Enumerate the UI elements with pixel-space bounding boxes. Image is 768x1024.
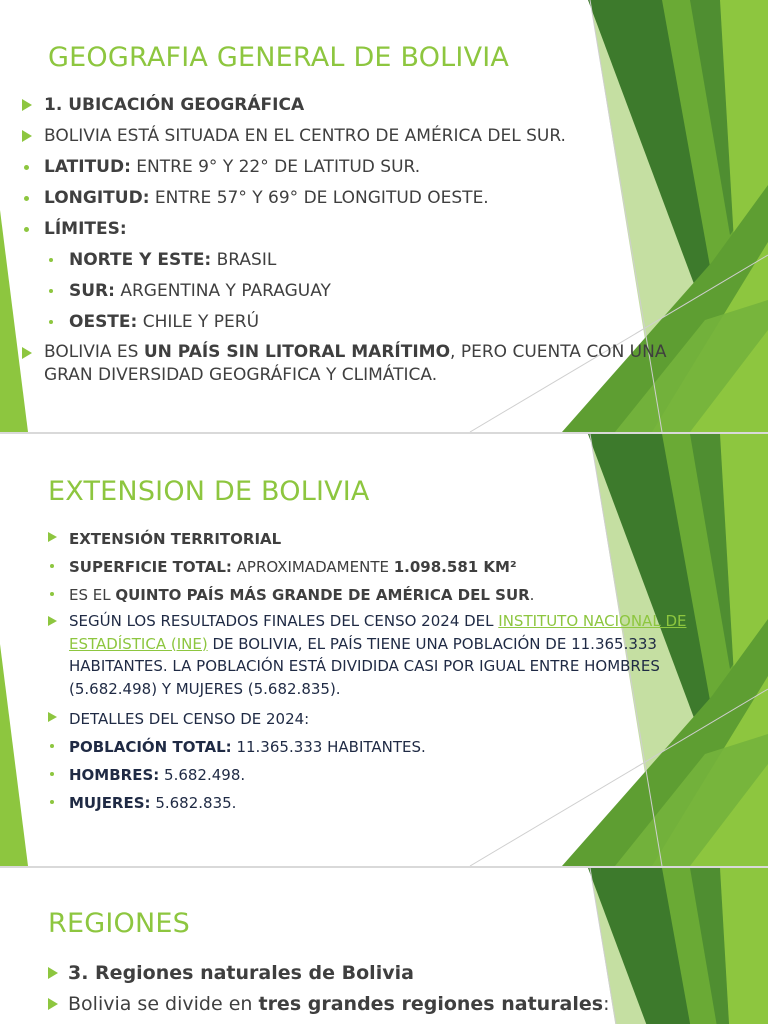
triangle-bullet-icon [48, 998, 58, 1010]
list-item: HOMBRES: 5.682.498. [48, 762, 749, 790]
dot-bullet-icon [50, 592, 54, 596]
triangle-bullet-icon [22, 347, 32, 359]
slide-3-list [48, 960, 610, 1022]
triangle-bullet-icon [48, 712, 57, 722]
ine-link[interactable]: INSTITUTO NACIONAL DE ESTADÍSTICA (INE) [69, 612, 687, 653]
dot-bullet-icon [49, 258, 53, 262]
list-item: LONGITUD: ENTRE 57° Y 69° DE LONGITUD OESTE. [22, 186, 714, 217]
dot-bullet-icon [24, 165, 29, 170]
list-item: ES EL QUINTO PAÍS MÁS GRANDE DE AMÉRICA DEL SUR. [48, 582, 749, 610]
list-item: NORTE Y ESTE: BRASIL [47, 248, 714, 279]
dot-bullet-icon [50, 772, 54, 776]
list-item: SEGÚN LOS RESULTADOS FINALES DEL CENSO 2024 DEL INSTITUTO NACIONAL DE ESTADÍSTICA (INE) DE BOLIVIA, EL PAÍS TIENE UNA POBLACIÓN DE 11.365.333 HABITANTES. LA POBLACIÓN ESTÁ DIVIDIDA CASI POR IGUAL ENTRE HOMBRES (5.682.498) Y MUJERES (5.682.835). [48, 610, 749, 700]
list-item: DETALLES DEL CENSO DE 2024: [48, 706, 749, 734]
list-item: LATITUD: ENTRE 9° Y 22° DE LATITUD SUR. [22, 155, 714, 186]
slide-3-title: REGIONES [48, 908, 190, 939]
dot-bullet-icon [50, 800, 54, 804]
dot-bullet-icon [50, 744, 54, 748]
slide-1-title: GEOGRAFIA GENERAL DE BOLIVIA [48, 42, 510, 73]
dot-bullet-icon [49, 320, 53, 324]
list-item: POBLACIÓN TOTAL: 11.365.333 HABITANTES. [48, 734, 749, 762]
list-item: BOLIVIA ES UN PAÍS SIN LITORAL MARÍTIMO, PERO CUENTA CON UNA GRAN DIVERSIDAD GEOGRÁFICA Y CLIMÁTICA. [22, 341, 714, 387]
triangle-bullet-icon [48, 967, 58, 979]
list-item: BOLIVIA ESTÁ SITUADA EN EL CENTRO DE AMÉRICA DEL SUR. [22, 124, 714, 155]
dot-bullet-icon [24, 227, 29, 232]
slide-1-list [22, 93, 714, 387]
list-item: SUR: ARGENTINA Y PARAGUAY [47, 279, 714, 310]
list-item: OESTE: CHILE Y PERÚ [47, 310, 714, 341]
slide-1 [0, 0, 768, 432]
dot-bullet-icon [24, 196, 29, 201]
triangle-bullet-icon [48, 532, 57, 542]
list-item: SUPERFICIE TOTAL: APROXIMADAMENTE 1.098.581 KM² [48, 554, 749, 582]
triangle-bullet-icon [48, 616, 57, 626]
list-item: Bolivia se divide en tres grandes regiones naturales: [48, 991, 610, 1022]
slide-2-title: EXTENSION DE BOLIVIA [48, 476, 370, 507]
list-item: MUJERES: 5.682.835. [48, 790, 749, 818]
dot-bullet-icon [50, 564, 54, 568]
list-item: LÍMITES: [22, 217, 714, 248]
triangle-bullet-icon [22, 99, 32, 111]
triangle-bullet-icon [22, 130, 32, 142]
dot-bullet-icon [49, 289, 53, 293]
slide-2-list [48, 526, 749, 818]
list-item: EXTENSIÓN TERRITORIAL [48, 526, 749, 554]
list-item: 1. UBICACIÓN GEOGRÁFICA [22, 93, 714, 124]
list-item: 3. Regiones naturales de Bolivia [48, 960, 610, 991]
